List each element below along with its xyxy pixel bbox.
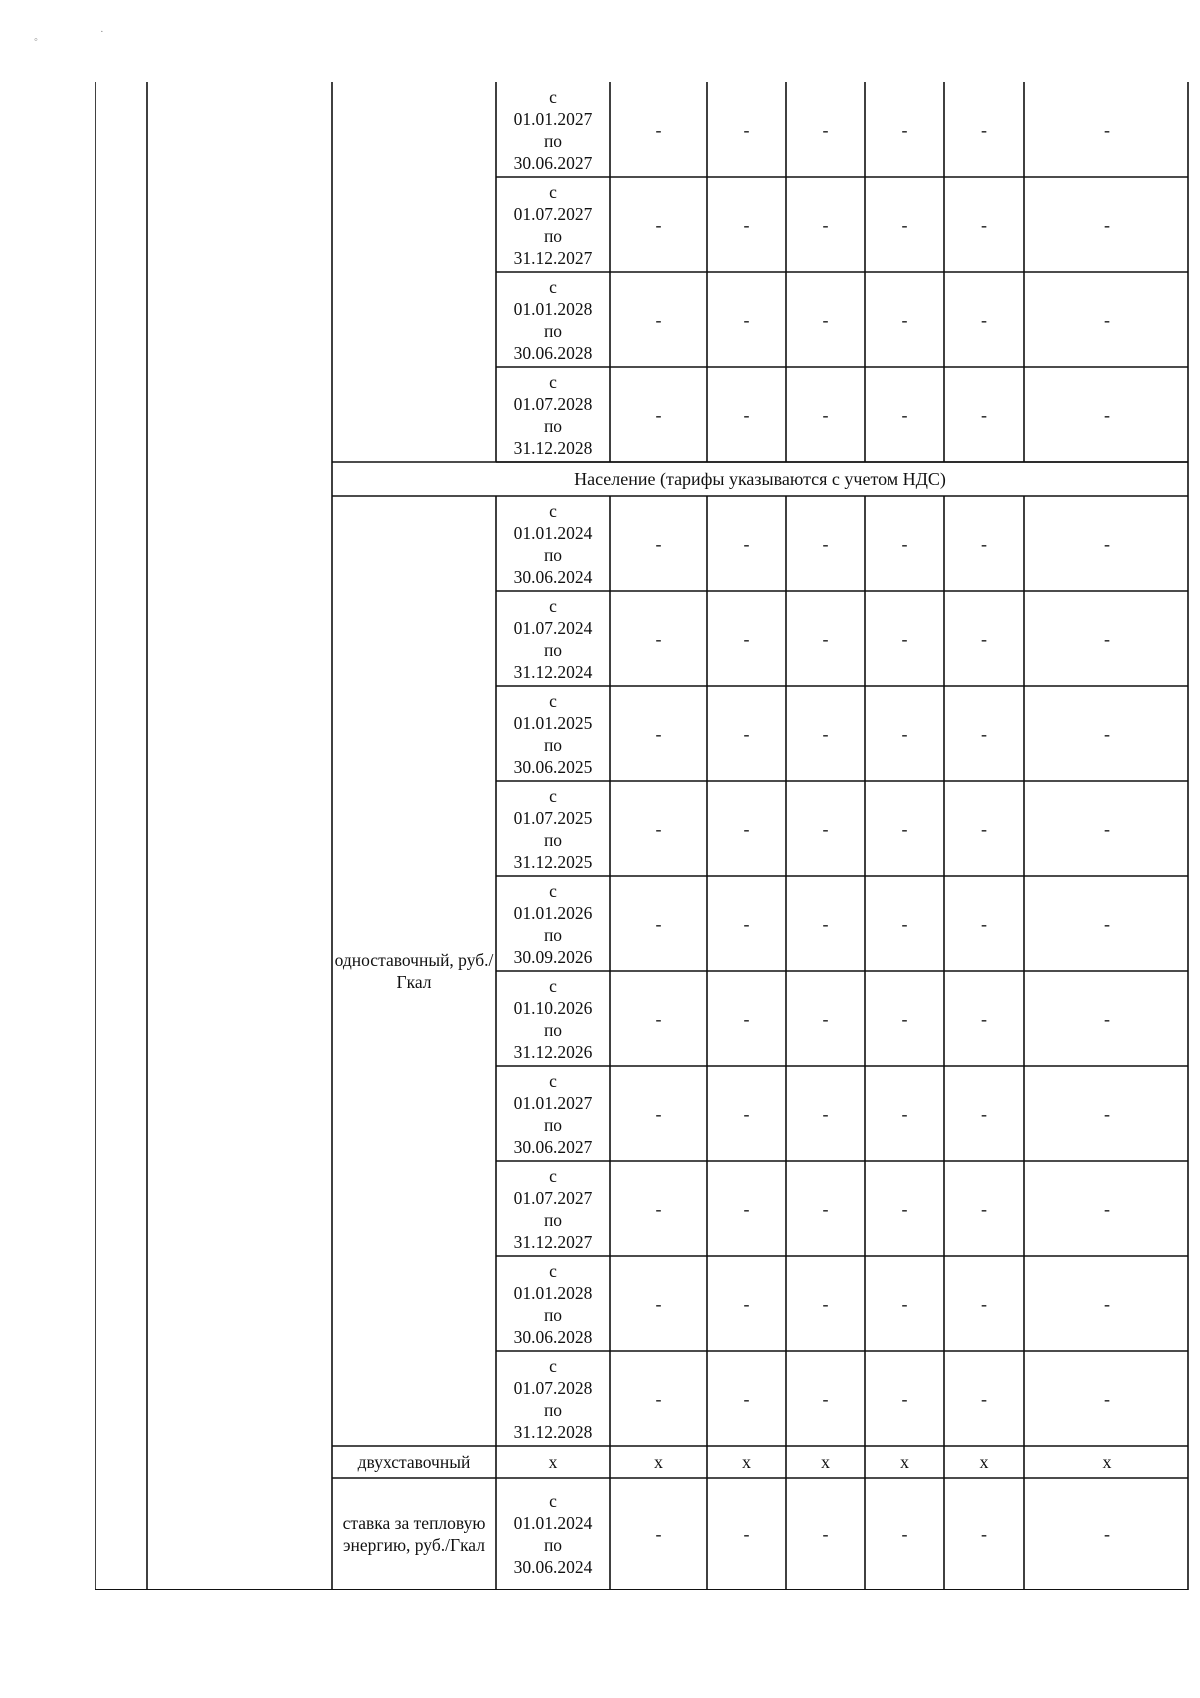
- value-text: -: [655, 1008, 662, 1029]
- period-to-date: 30.06.2027: [513, 152, 593, 173]
- value-cell: [1024, 591, 1190, 686]
- value-text: -: [981, 1293, 987, 1314]
- value-text: х: [821, 1452, 830, 1472]
- period-cell: [496, 1351, 610, 1446]
- rate-type-text: одноставочный, руб./Гкал: [334, 950, 494, 992]
- value-text: -: [822, 1198, 829, 1219]
- value-cell: [707, 1446, 786, 1478]
- period-to-date: 30.09.2026: [513, 946, 593, 967]
- period-from-date: 01.01.2024: [513, 1513, 593, 1533]
- period-cell: [496, 876, 610, 971]
- value-cell: [1024, 1256, 1190, 1351]
- value-cell: [944, 82, 1024, 177]
- value-cell: [610, 1478, 707, 1590]
- value-cell: [707, 1066, 786, 1161]
- value-cell: [944, 591, 1024, 686]
- value-text: -: [655, 628, 662, 649]
- value-cell: [610, 496, 707, 591]
- period-to-date: 30.06.2024: [513, 566, 593, 587]
- value-cell: [944, 177, 1024, 272]
- value-cell: [1024, 876, 1190, 971]
- value-text: -: [743, 1293, 750, 1314]
- value-text: -: [822, 309, 829, 330]
- value-cell: [865, 1161, 944, 1256]
- period-to-prefix: по: [543, 1535, 563, 1555]
- period-from-date: 01.01.2028: [513, 1282, 593, 1303]
- heat-rate-label: [332, 1478, 496, 1590]
- value-text: -: [743, 1524, 750, 1544]
- value-text: -: [1104, 309, 1110, 330]
- period-cell: [496, 1478, 610, 1590]
- period-to-date: 30.06.2028: [513, 1326, 593, 1347]
- value-cell: [707, 1256, 786, 1351]
- value-cell: [610, 971, 707, 1066]
- value-text: -: [655, 309, 662, 330]
- value-text: -: [822, 1008, 829, 1029]
- value-text: -: [655, 1293, 662, 1314]
- value-cell: [707, 1161, 786, 1256]
- period-from-prefix: с: [549, 181, 557, 202]
- period-to-prefix: по: [543, 924, 563, 945]
- value-text: -: [743, 818, 750, 839]
- period-from-prefix: с: [549, 690, 557, 711]
- value-cell: [610, 1161, 707, 1256]
- value-text: -: [901, 404, 908, 425]
- value-text: -: [981, 533, 987, 554]
- value-cell: [944, 686, 1024, 781]
- value-text: -: [822, 1524, 829, 1544]
- value-cell: [865, 781, 944, 876]
- value-cell: [707, 177, 786, 272]
- period-from-date: 01.07.2028: [513, 393, 593, 414]
- value-text: х: [979, 1452, 989, 1472]
- value-cell: [786, 876, 865, 971]
- value-text: -: [981, 1008, 987, 1029]
- period-to-date: 31.12.2028: [513, 437, 593, 458]
- period-from-prefix: с: [549, 1070, 557, 1091]
- period-to-prefix: по: [543, 415, 563, 436]
- value-cell: [865, 876, 944, 971]
- value-cell: [865, 1256, 944, 1351]
- value-text: -: [901, 533, 908, 554]
- value-text: -: [655, 214, 662, 235]
- value-cell: [707, 367, 786, 462]
- value-cell: [707, 591, 786, 686]
- value-text: -: [901, 723, 908, 744]
- period-from-prefix: с: [549, 880, 557, 901]
- value-cell: [944, 876, 1024, 971]
- period-cell: [496, 82, 610, 177]
- value-text: -: [655, 1103, 662, 1124]
- value-text: -: [1104, 1524, 1110, 1544]
- value-text: -: [981, 1524, 987, 1544]
- value-text: -: [822, 533, 829, 554]
- value-cell: [944, 496, 1024, 591]
- value-text: -: [743, 214, 750, 235]
- period-from-date: 01.07.2027: [513, 203, 593, 224]
- period-cell: [496, 686, 610, 781]
- value-cell: [944, 971, 1024, 1066]
- heat-rate-text: ставка за тепловую энергию, руб./Гкал: [342, 1513, 486, 1555]
- value-cell: [707, 82, 786, 177]
- period-to-prefix: по: [543, 544, 563, 565]
- value-cell: [1024, 686, 1190, 781]
- value-cell: [1024, 1446, 1190, 1478]
- period-from-date: 01.07.2027: [513, 1187, 593, 1208]
- period-to-date: 31.12.2024: [513, 661, 593, 682]
- value-text: -: [901, 1524, 908, 1544]
- value-cell: [944, 1446, 1024, 1478]
- value-text: -: [655, 119, 662, 140]
- value-cell: [610, 82, 707, 177]
- value-cell: [610, 781, 707, 876]
- value-cell: [944, 1256, 1024, 1351]
- period-from-prefix: с: [549, 785, 557, 806]
- value-cell: [786, 1351, 865, 1446]
- value-cell: [1024, 272, 1190, 367]
- value-cell: [707, 686, 786, 781]
- period-from-date: 01.10.2026: [513, 997, 593, 1018]
- value-text: -: [1104, 913, 1110, 934]
- value-text: -: [822, 1293, 829, 1314]
- value-text: -: [655, 913, 662, 934]
- value-text: -: [1104, 404, 1110, 425]
- value-text: -: [743, 533, 750, 554]
- value-text: -: [1104, 1198, 1110, 1219]
- value-text: -: [901, 913, 908, 934]
- value-cell: [786, 1446, 865, 1478]
- period-from-date: 01.01.2027: [513, 108, 593, 129]
- period-to-prefix: по: [543, 1114, 563, 1135]
- period-to-prefix: по: [543, 225, 563, 246]
- value-text: -: [981, 723, 987, 744]
- period-to-date: 31.12.2026: [513, 1041, 593, 1062]
- value-cell: [707, 876, 786, 971]
- value-cell: [865, 591, 944, 686]
- value-cell: [610, 272, 707, 367]
- value-text: -: [655, 1388, 662, 1409]
- value-text: -: [981, 1103, 987, 1124]
- value-cell: [786, 177, 865, 272]
- value-text: -: [901, 309, 908, 330]
- value-text: -: [743, 309, 750, 330]
- value-text: -: [655, 533, 662, 554]
- period-cell: [496, 272, 610, 367]
- value-cell: [610, 876, 707, 971]
- value-text: -: [901, 1008, 908, 1029]
- value-cell: [865, 1478, 944, 1590]
- value-cell: [865, 971, 944, 1066]
- value-text: -: [655, 1524, 662, 1544]
- value-cell: [610, 1066, 707, 1161]
- value-cell: [786, 272, 865, 367]
- period-to-date: 30.06.2024: [513, 1557, 593, 1577]
- value-cell: [786, 591, 865, 686]
- value-cell: [786, 1256, 865, 1351]
- value-text: -: [822, 214, 829, 235]
- value-cell: [865, 1351, 944, 1446]
- period-from-prefix: с: [549, 371, 557, 392]
- value-text: -: [1104, 533, 1110, 554]
- value-cell: [786, 82, 865, 177]
- value-cell: [865, 367, 944, 462]
- period-to-prefix: по: [543, 1399, 563, 1420]
- value-cell: [944, 1351, 1024, 1446]
- value-cell: [1024, 1478, 1190, 1590]
- value-text: -: [901, 1388, 908, 1409]
- period-from-prefix: с: [549, 1165, 557, 1186]
- value-text: -: [1104, 818, 1110, 839]
- value-cell: [1024, 177, 1190, 272]
- two-part-period: [496, 1446, 610, 1478]
- value-text: -: [822, 1103, 829, 1124]
- value-text: х: [654, 1452, 663, 1472]
- two-part-period-text: х: [548, 1452, 558, 1472]
- value-text: -: [743, 1388, 750, 1409]
- value-text: -: [1104, 1008, 1110, 1029]
- value-text: -: [981, 309, 987, 330]
- period-to-prefix: по: [543, 320, 563, 341]
- period-from-date: 01.07.2025: [513, 807, 593, 828]
- tariff-table: [95, 82, 1190, 1590]
- period-cell: [496, 367, 610, 462]
- value-text: -: [743, 404, 750, 425]
- period-to-date: 30.06.2027: [513, 1136, 593, 1157]
- value-text: -: [1104, 1103, 1110, 1124]
- value-text: -: [743, 1103, 750, 1124]
- value-cell: [610, 686, 707, 781]
- value-cell: [786, 367, 865, 462]
- value-cell: [1024, 1066, 1190, 1161]
- period-from-date: 01.01.2026: [513, 902, 593, 923]
- value-text: -: [981, 1198, 987, 1219]
- value-text: -: [743, 628, 750, 649]
- period-to-prefix: по: [543, 130, 563, 151]
- value-text: -: [822, 818, 829, 839]
- period-cell: [496, 496, 610, 591]
- period-to-prefix: по: [543, 1019, 563, 1040]
- period-cell: [496, 971, 610, 1066]
- value-text: -: [822, 723, 829, 744]
- value-cell: [786, 686, 865, 781]
- value-text: -: [655, 818, 662, 839]
- value-text: х: [742, 1452, 751, 1472]
- value-cell: [865, 686, 944, 781]
- period-to-prefix: по: [543, 734, 563, 755]
- value-text: -: [901, 818, 908, 839]
- period-cell: [496, 1066, 610, 1161]
- value-cell: [707, 1351, 786, 1446]
- value-cell: [707, 781, 786, 876]
- value-cell: [786, 496, 865, 591]
- period-from-date: 01.01.2027: [513, 1092, 593, 1113]
- value-cell: [944, 781, 1024, 876]
- value-text: -: [655, 1198, 662, 1219]
- period-to-prefix: по: [543, 829, 563, 850]
- value-cell: [707, 496, 786, 591]
- value-cell: [610, 1351, 707, 1446]
- scan-speck: ·: [100, 26, 104, 38]
- period-cell: [496, 1161, 610, 1256]
- value-text: -: [901, 214, 908, 235]
- value-text: -: [981, 1388, 987, 1409]
- period-from-prefix: с: [549, 1491, 557, 1511]
- value-text: -: [981, 628, 987, 649]
- value-cell: [786, 1478, 865, 1590]
- value-text: -: [822, 913, 829, 934]
- value-cell: [786, 1066, 865, 1161]
- value-cell: [1024, 82, 1190, 177]
- value-text: -: [822, 119, 829, 140]
- value-text: -: [981, 913, 987, 934]
- value-text: -: [981, 404, 987, 425]
- value-text: -: [822, 1388, 829, 1409]
- value-text: -: [1104, 1293, 1110, 1314]
- value-cell: [610, 591, 707, 686]
- section-title-text: Население (тарифы указываются с учетом НДС): [574, 469, 946, 489]
- value-cell: [1024, 781, 1190, 876]
- period-from-prefix: с: [549, 276, 557, 297]
- value-text: -: [981, 214, 987, 235]
- period-to-date: 31.12.2028: [513, 1421, 593, 1442]
- period-from-prefix: с: [549, 975, 557, 996]
- value-cell: [865, 272, 944, 367]
- value-text: -: [743, 913, 750, 934]
- period-to-date: 30.06.2028: [513, 342, 593, 363]
- value-cell: [1024, 971, 1190, 1066]
- value-text: -: [1104, 628, 1110, 649]
- period-from-date: 01.01.2028: [513, 298, 593, 319]
- value-text: -: [981, 818, 987, 839]
- value-text: -: [1104, 214, 1110, 235]
- value-cell: [1024, 1351, 1190, 1446]
- value-cell: [786, 971, 865, 1066]
- value-cell: [944, 1161, 1024, 1256]
- scan-speck: ◦: [34, 34, 38, 46]
- period-cell: [496, 781, 610, 876]
- period-from-prefix: с: [549, 500, 557, 521]
- value-text: -: [981, 119, 987, 140]
- period-cell: [496, 1256, 610, 1351]
- value-text: х: [900, 1452, 909, 1472]
- period-to-prefix: по: [543, 1209, 563, 1230]
- value-text: -: [901, 1293, 908, 1314]
- section-title: [332, 462, 1188, 496]
- rate-type-label: [332, 496, 496, 1446]
- value-text: -: [901, 119, 908, 140]
- period-to-date: 31.12.2027: [513, 247, 593, 268]
- value-cell: [1024, 367, 1190, 462]
- value-cell: [944, 367, 1024, 462]
- period-to-date: 30.06.2025: [513, 756, 593, 777]
- value-cell: [707, 971, 786, 1066]
- period-from-prefix: с: [549, 1260, 557, 1281]
- period-from-date: 01.07.2028: [513, 1377, 593, 1398]
- value-text: -: [743, 119, 750, 140]
- period-to-date: 31.12.2025: [513, 851, 593, 872]
- value-cell: [786, 781, 865, 876]
- period-from-date: 01.07.2024: [513, 617, 593, 638]
- value-cell: [610, 177, 707, 272]
- period-to-prefix: по: [543, 639, 563, 660]
- value-text: -: [901, 1198, 908, 1219]
- value-cell: [865, 496, 944, 591]
- value-cell: [865, 82, 944, 177]
- value-cell: [1024, 1161, 1190, 1256]
- period-from-prefix: с: [549, 595, 557, 616]
- period-cell: [496, 591, 610, 686]
- value-text: -: [655, 723, 662, 744]
- value-text: -: [901, 628, 908, 649]
- value-text: -: [822, 404, 829, 425]
- value-text: -: [901, 1103, 908, 1124]
- value-text: -: [655, 404, 662, 425]
- value-cell: [1024, 496, 1190, 591]
- period-to-date: 31.12.2027: [513, 1231, 593, 1252]
- value-cell: [944, 1066, 1024, 1161]
- value-cell: [707, 272, 786, 367]
- value-cell: [865, 177, 944, 272]
- two-part-label: [332, 1446, 496, 1478]
- period-from-date: 01.01.2025: [513, 712, 593, 733]
- value-text: -: [743, 1008, 750, 1029]
- period-to-prefix: по: [543, 1304, 563, 1325]
- value-text: -: [1104, 119, 1110, 140]
- value-cell: [610, 367, 707, 462]
- period-from-date: 01.01.2024: [513, 522, 593, 543]
- period-cell: [496, 177, 610, 272]
- value-text: -: [1104, 1388, 1110, 1409]
- period-from-prefix: с: [549, 1355, 557, 1376]
- value-cell: [944, 272, 1024, 367]
- value-text: -: [743, 1198, 750, 1219]
- value-cell: [610, 1446, 707, 1478]
- value-text: -: [1104, 723, 1110, 744]
- two-part-text: двухставочный: [357, 1452, 471, 1472]
- value-cell: [865, 1066, 944, 1161]
- value-cell: [944, 1478, 1024, 1590]
- value-cell: [707, 1478, 786, 1590]
- value-text: -: [743, 723, 750, 744]
- value-cell: [610, 1256, 707, 1351]
- period-from-prefix: с: [549, 86, 557, 107]
- value-text: -: [822, 628, 829, 649]
- value-cell: [865, 1446, 944, 1478]
- value-text: х: [1102, 1452, 1112, 1472]
- value-cell: [786, 1161, 865, 1256]
